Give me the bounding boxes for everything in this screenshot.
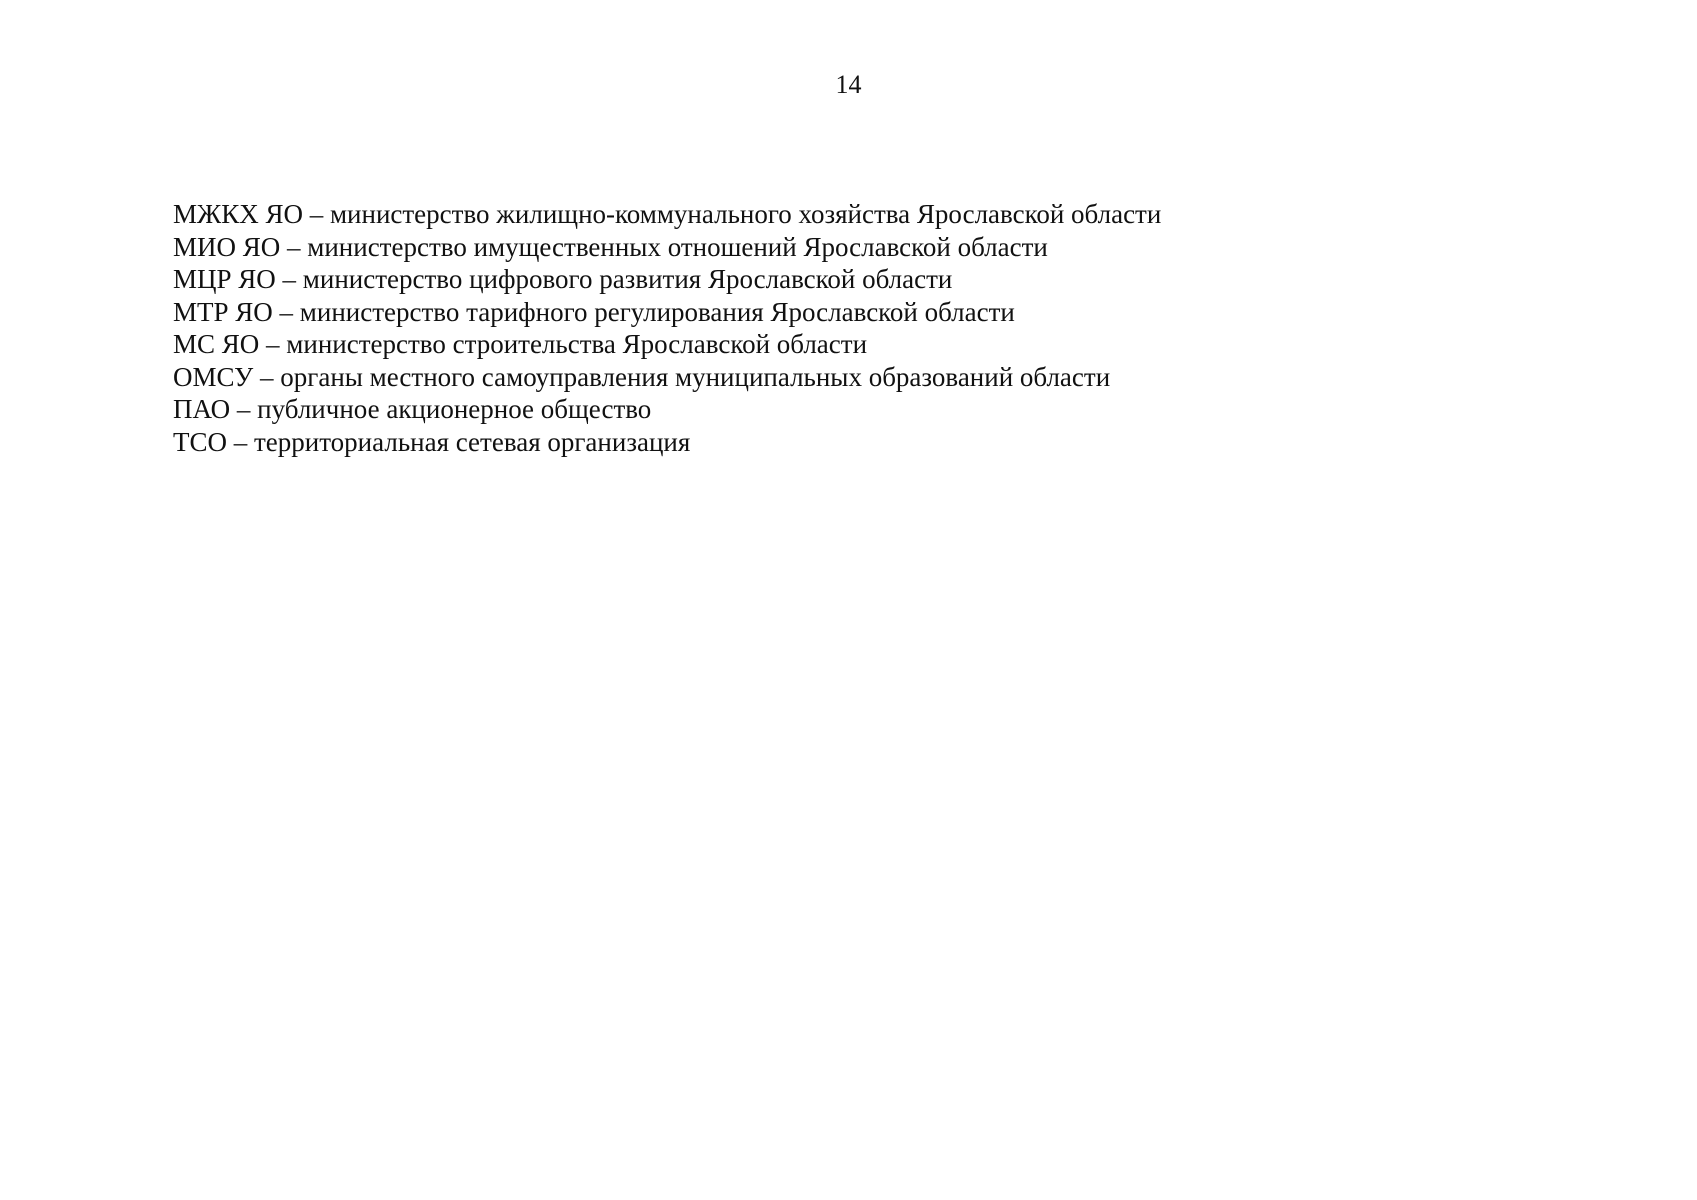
list-item	[173, 231, 1161, 264]
abbreviation: ТСО	[173, 426, 227, 457]
separator: –	[302, 199, 330, 229]
list-item	[173, 263, 1161, 296]
definition: территориальная сетевая организация	[254, 426, 691, 457]
separator: –	[230, 394, 258, 424]
definition: министерство цифрового развития Ярославской области	[302, 264, 953, 294]
list-item	[173, 426, 1161, 459]
separator: –	[275, 264, 303, 294]
list-item	[173, 393, 1161, 426]
definition: министерство тарифного регулирования Ярославской области	[299, 296, 1015, 327]
separator: –	[272, 296, 300, 327]
abbreviation-list	[173, 198, 1161, 458]
definition: министерство имущественных отношений Ярославской области	[307, 231, 1048, 262]
abbreviation: МИО ЯО	[173, 231, 281, 262]
separator: –	[259, 329, 287, 359]
separator: –	[253, 361, 281, 392]
abbreviation: ПАО	[173, 394, 231, 424]
abbreviation: ОМСУ	[173, 361, 254, 392]
page-number: 14	[835, 70, 862, 99]
list-item	[173, 198, 1161, 231]
definition: органы местного самоуправления муниципальных образований области	[280, 361, 1111, 392]
separator: –	[227, 426, 254, 457]
definition: министерство строительства Ярославской области	[286, 329, 868, 359]
abbreviation: МТР ЯО	[173, 296, 273, 327]
separator: –	[280, 231, 308, 262]
list-item	[173, 296, 1161, 329]
definition: публичное акционерное общество	[257, 394, 652, 424]
definition: министерство жилищно-коммунального хозяйства Ярославской области	[329, 199, 1162, 229]
list-item	[173, 361, 1161, 394]
list-item	[173, 328, 1161, 361]
abbreviation: МЦР ЯО	[173, 264, 276, 294]
abbreviation: МЖКХ ЯО	[173, 199, 303, 229]
abbreviation: МС ЯО	[173, 329, 260, 359]
